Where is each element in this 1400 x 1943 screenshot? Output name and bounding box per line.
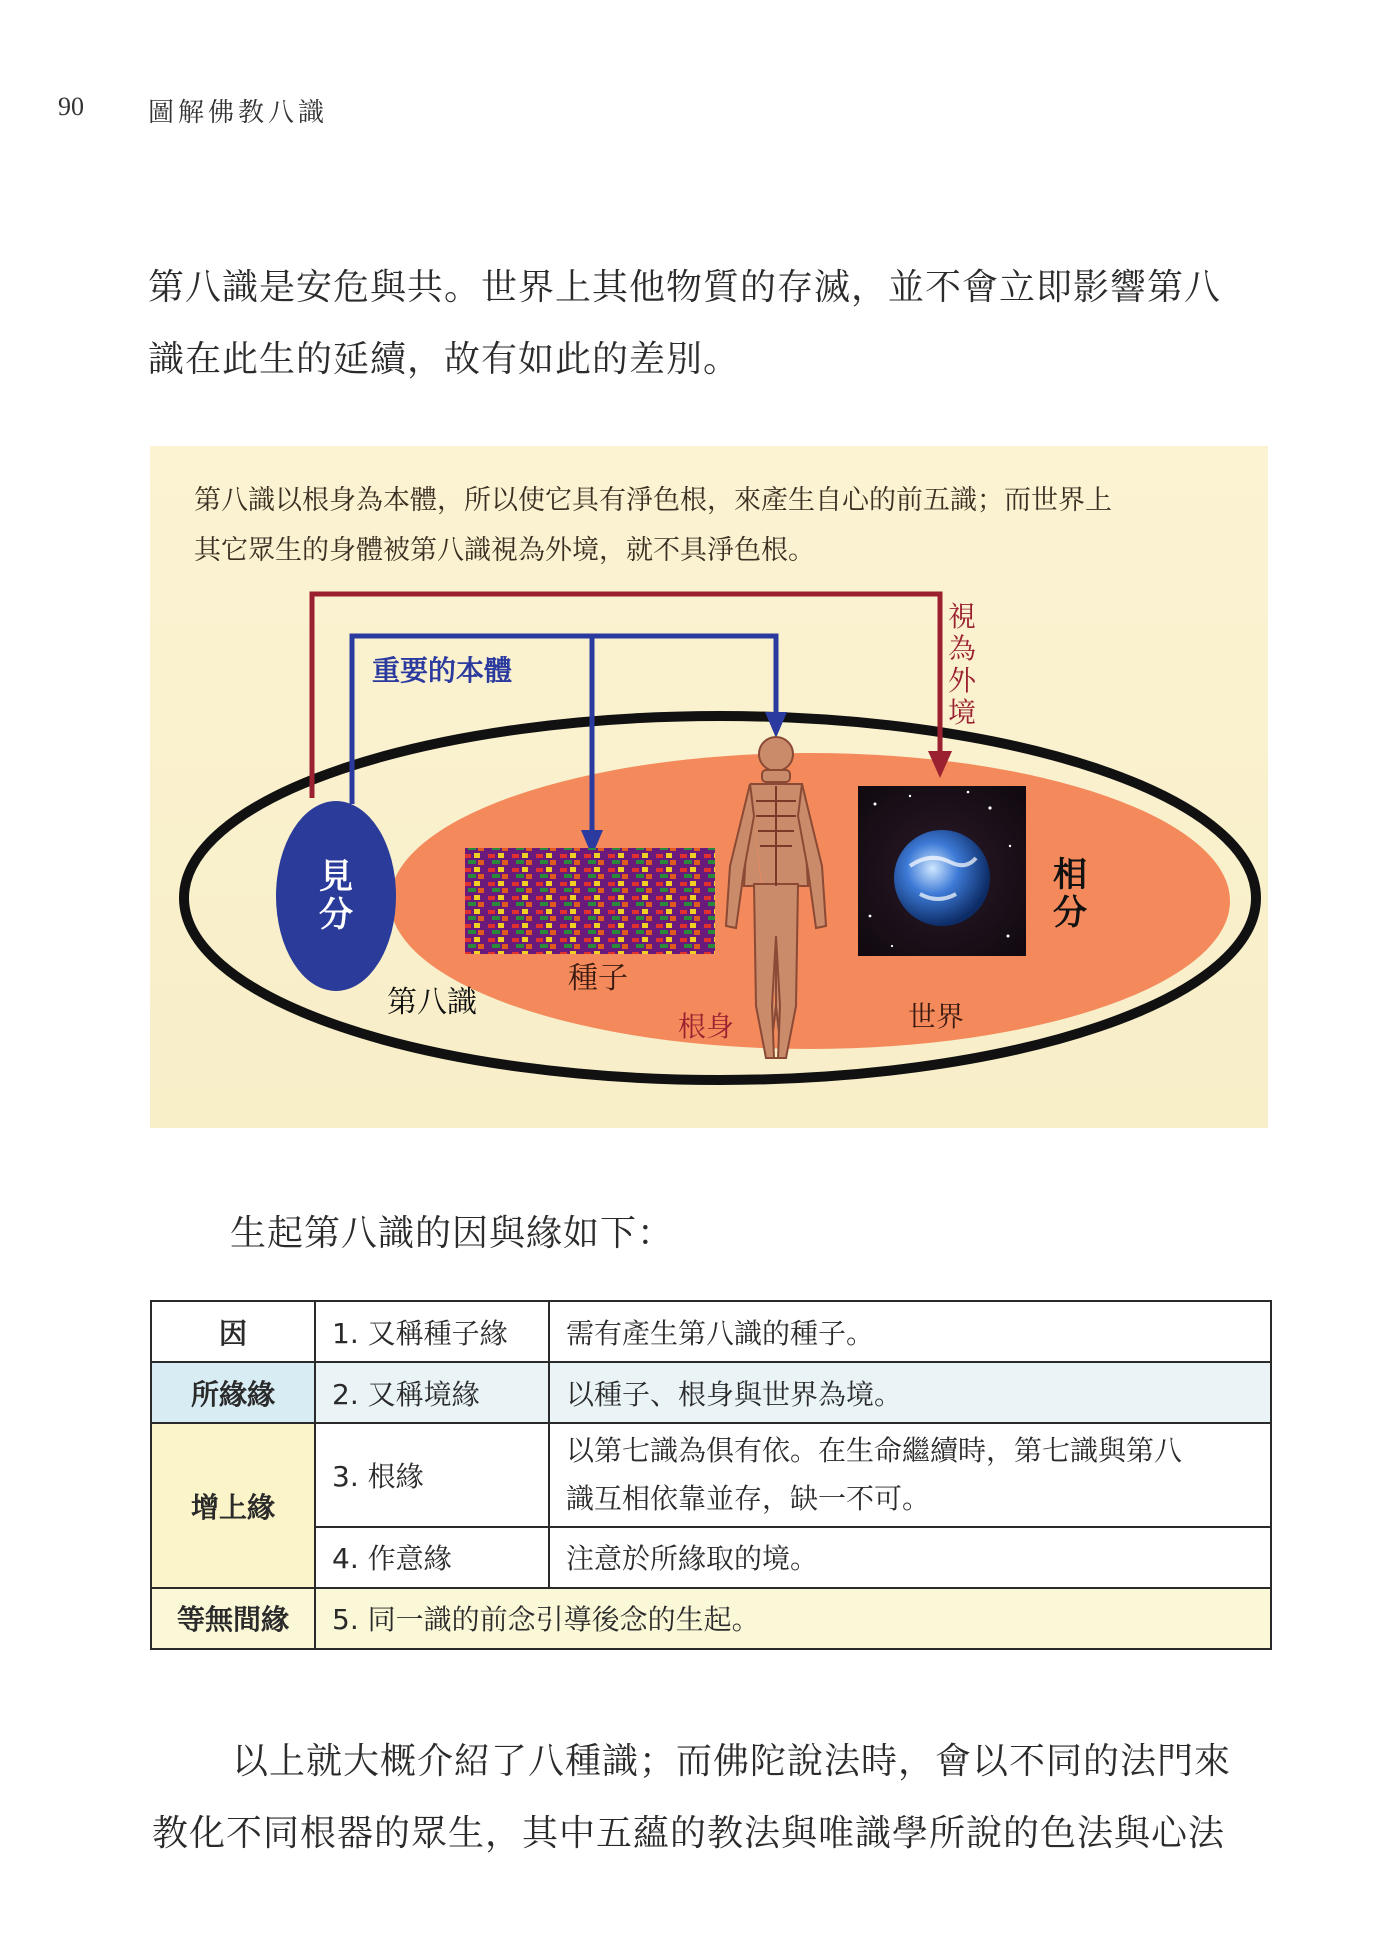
label-xiangfen-2: 分 — [1053, 893, 1087, 933]
causes-conditions-table — [150, 1300, 1272, 1650]
table-row — [151, 1301, 1271, 1362]
label-external-3: 外 — [947, 664, 977, 697]
label-world: 世界 — [907, 1000, 965, 1033]
table-cell-item: 5. 同一識的前念引導後念的生起。 — [315, 1588, 1271, 1649]
table-cell-item: 3. 根緣 — [315, 1423, 549, 1527]
table-row — [151, 1527, 1271, 1588]
eighth-consciousness-diagram — [150, 446, 1268, 1128]
book-title: 圖解佛教八識 — [148, 98, 329, 128]
table-cell-desc: 以種子、根身與世界為境。 — [549, 1362, 1271, 1423]
table-cell-label: 因 — [151, 1301, 315, 1362]
seeds-image — [465, 848, 715, 954]
label-external-4: 境 — [947, 696, 977, 729]
table-cell-label: 所緣緣 — [151, 1362, 315, 1423]
label-external-1: 視 — [947, 600, 977, 633]
figure-caption-line-2: 其它眾生的身體被第八識視為外境，就不具淨色根。 — [194, 535, 815, 566]
paragraph-3-line-2: 教化不同根器的眾生，其中五蘊的教法與唯識學所說的色法與心法 — [152, 1813, 1226, 1854]
paragraph-3-line-1: 以上就大概介紹了八種識；而佛陀說法時，會以不同的法門來 — [232, 1741, 1232, 1782]
table-row — [151, 1423, 1271, 1527]
blue-arrowhead-body — [765, 712, 787, 738]
table-cell-desc: 需有產生第八識的種子。 — [549, 1301, 1271, 1362]
label-seeds: 種子 — [568, 961, 628, 996]
label-jianfen-1: 見 — [319, 857, 353, 897]
table-cell-desc — [549, 1423, 1271, 1527]
label-jianfen-2: 分 — [319, 895, 353, 935]
paragraph-3 — [152, 1726, 1292, 1870]
table-row — [151, 1588, 1271, 1649]
figure-caption-line-1: 第八識以根身為本體，所以使它具有淨色根，來產生自心的前五識；而世界上 — [194, 485, 1112, 516]
table-cell-desc: 注意於所緣取的境。 — [549, 1527, 1271, 1588]
table — [150, 1300, 1272, 1650]
table-cell-desc-line-2: 識互相依靠並存，缺一不可。 — [566, 1481, 931, 1515]
label-external-2: 為 — [947, 632, 977, 665]
table-cell-item: 1. 又稱種子緣 — [315, 1301, 549, 1362]
paragraph-1-line-2: 識在此生的延續，故有如此的差別。 — [148, 339, 741, 380]
table-cell-label: 增上緣 — [151, 1423, 315, 1588]
label-eighth-consciousness: 第八識 — [387, 985, 477, 1020]
table-cell-item: 2. 又稱境緣 — [315, 1362, 549, 1423]
page-number: 90 — [58, 92, 84, 121]
label-important-body: 重要的本體 — [372, 654, 513, 687]
paragraph-2: 生起第八識的因與緣如下： — [230, 1213, 675, 1254]
label-xiangfen-1: 相 — [1053, 855, 1087, 895]
paragraph-1 — [148, 252, 1288, 396]
table-cell-label: 等無間緣 — [151, 1588, 315, 1649]
table-cell-item: 4. 作意緣 — [315, 1527, 549, 1588]
paragraph-1-line-1: 第八識是安危與共。世界上其他物質的存滅，並不會立即影響第八 — [148, 267, 1222, 308]
table-row — [151, 1362, 1271, 1423]
table-cell-desc-line-1: 以第七識為俱有依。在生命繼續時，第七識與第八 — [566, 1433, 1183, 1467]
earth-globe — [894, 830, 990, 926]
label-body: 根身 — [677, 1010, 735, 1043]
diagram-svg — [150, 446, 1268, 1128]
